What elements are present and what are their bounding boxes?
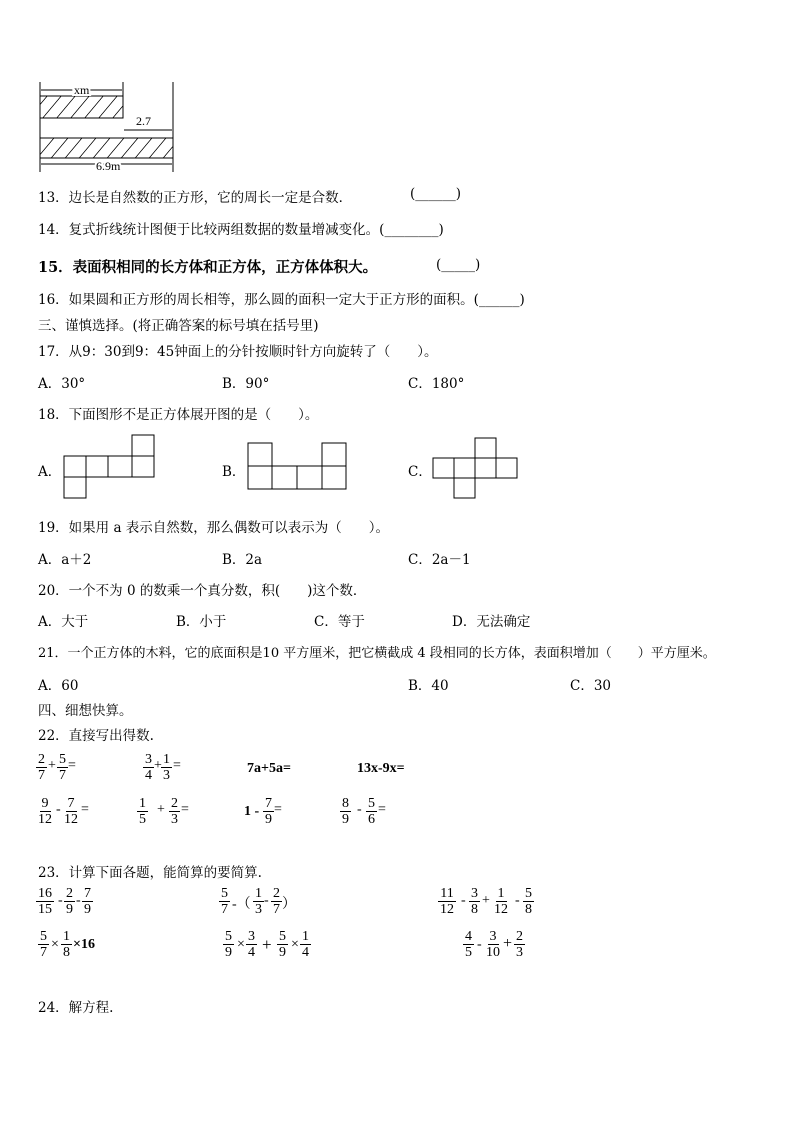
q23-r1b-frac2: $\frac{1}{3}$: [255, 886, 262, 917]
section3-heading: 三、谨慎选择。(将正确答案的标号填在括号里): [38, 318, 319, 334]
q22-e1-frac1: $\frac{2}{7}$: [38, 752, 45, 783]
q22-e1-eq: =: [68, 758, 76, 773]
label-mid: 2.7: [136, 114, 151, 128]
q23-r1b-frac1: $\frac{5}{7}$: [221, 886, 228, 917]
net-c-figure: [432, 437, 520, 499]
q22-e3: 7a+5a=: [247, 761, 291, 776]
q22-e5-eq: =: [81, 802, 89, 817]
q20-option-c[interactable]: C．等于: [314, 614, 365, 630]
q23-r2b-frac3: $\frac{5}{9}$: [279, 929, 286, 960]
q23-r2c-op2: +: [503, 935, 513, 952]
q22-e7-pre: 1 -: [244, 804, 260, 819]
net-b-figure: [247, 442, 349, 492]
q23-r1c-op3: -: [515, 893, 520, 908]
q13-blank[interactable]: (______): [410, 186, 462, 202]
q22-e1-op: +: [48, 758, 56, 773]
section4-heading: 四、细想快算。: [38, 703, 133, 719]
q16-text: 16．如果圆和正方形的周长相等，那么圆的面积一定大于正方形的面积。(______): [38, 292, 525, 308]
q22-e6-op: +: [157, 802, 165, 817]
q23-r2b-frac2: $\frac{3}{4}$: [248, 929, 255, 960]
q23-r2a-frac1: $\frac{5}{7}$: [40, 929, 47, 960]
q22-e6-frac2: $\frac{2}{3}$: [171, 796, 178, 827]
q20-text: 20．一个不为 0 的数乘一个真分数，积( )这个数．: [38, 583, 367, 599]
q21-option-b[interactable]: B．40: [408, 678, 449, 694]
q21-text: 21．一个正方体的木料，它的底面积是10 平方厘米，把它横截成 4 段相同的长方体，表面积增加（ ）平方厘米。: [38, 646, 716, 661]
q23-r2c-frac2: $\frac{3}{10}$: [486, 929, 500, 960]
q17-text: 17．从9：30到9：45钟面上的分针按顺时针方向旋转了（ ）。: [38, 344, 438, 360]
q22-e6-frac1: $\frac{1}{5}$: [139, 796, 146, 827]
q23-r2b-op3: ×: [291, 937, 299, 952]
label-bottom: 6.9m: [96, 159, 121, 173]
q22-e4: 13x-9x=: [357, 761, 405, 776]
q22-e5-frac1: $\frac{9}{12}$: [38, 796, 52, 827]
q17-option-b[interactable]: B．90°: [222, 376, 270, 392]
q21-option-a[interactable]: A．60: [38, 678, 79, 694]
q22-e5-op: -: [56, 802, 61, 817]
q22-text: 22．直接写出得数.: [38, 728, 154, 744]
q23-r1a-frac3: $\frac{7}{9}$: [84, 886, 91, 917]
q17-option-a[interactable]: A．30°: [38, 376, 86, 392]
q22-e8-frac2: $\frac{5}{6}$: [368, 796, 375, 827]
q23-r2c-op1: -: [477, 937, 482, 952]
q22-e8-op: -: [357, 802, 362, 817]
q23-r2b-frac1: $\frac{5}{9}$: [225, 929, 232, 960]
q23-r2c-frac3: $\frac{2}{3}$: [516, 929, 523, 960]
q23-r1c-frac1: $\frac{11}{12}$: [440, 886, 454, 917]
q22-e5-frac2: $\frac{7}{12}$: [64, 796, 78, 827]
q14-text: 14．复式折线统计图便于比较两组数据的数量增减变化。(________): [38, 222, 444, 238]
q23-r2b-op2: +: [262, 935, 272, 954]
q22-e6-eq: =: [181, 802, 189, 817]
q23-r2c-frac1: $\frac{4}{5}$: [465, 929, 472, 960]
q23-r1c-frac3: $\frac{1}{12}$: [494, 886, 508, 917]
q22-e7-frac: $\frac{7}{9}$: [265, 796, 272, 827]
q23-r1b-close: ）: [282, 897, 296, 912]
q23-r2b-frac4: $\frac{1}{4}$: [302, 929, 309, 960]
q23-r2b-op1: ×: [237, 937, 245, 952]
q22-e8-eq: =: [378, 802, 386, 817]
q15-blank[interactable]: (_____): [436, 257, 481, 273]
q18-option-c[interactable]: C．: [408, 464, 432, 480]
q13-text: 13．边长是自然数的正方形，它的周长一定是合数．: [38, 190, 353, 206]
q23-r1c-op2: +: [482, 893, 490, 908]
q17-option-c[interactable]: C．180°: [408, 376, 465, 392]
q18-text: 18．下面图形不是正方体展开图的是（ ）。: [38, 407, 319, 423]
q23-r1a-frac2: $\frac{2}{9}$: [66, 886, 73, 917]
q20-option-b[interactable]: B．小于: [176, 614, 227, 630]
q23-r1a-op2: -: [76, 893, 81, 908]
q22-e2-op: +: [154, 758, 162, 773]
q22-e2-frac2: $\frac{1}{3}$: [163, 752, 170, 783]
q23-r1b-op2: -: [264, 893, 269, 908]
q19-text: 19．如果用 a 表示自然数，那么偶数可以表示为（ ）。: [38, 520, 390, 536]
q22-e2-frac1: $\frac{3}{4}$: [145, 752, 152, 783]
q23-r2a-frac2: $\frac{1}{8}$: [63, 929, 70, 960]
q23-text: 23．计算下面各题，能简算的要简算.: [38, 865, 262, 881]
q23-r1c-frac2: $\frac{3}{8}$: [471, 886, 478, 917]
q22-e2-eq: =: [173, 758, 181, 773]
q18-option-b[interactable]: B．: [222, 464, 246, 480]
q19-option-b[interactable]: B．2a: [222, 552, 263, 568]
q24-text: 24．解方程.: [38, 1000, 114, 1016]
q22-e8-frac1: $\frac{8}{9}$: [342, 796, 349, 827]
q20-option-a[interactable]: A．大于: [38, 614, 89, 630]
q22-e1-frac2: $\frac{5}{7}$: [59, 752, 66, 783]
q23-r2a-tail: ×16: [73, 937, 95, 952]
q23-r1c-frac4: $\frac{5}{8}$: [525, 886, 532, 917]
q18-option-a[interactable]: A．: [38, 464, 62, 480]
net-a-figure: [62, 434, 156, 500]
q21-option-c[interactable]: C．30: [570, 678, 612, 694]
q20-option-d[interactable]: D．无法确定: [452, 614, 531, 630]
q15-text: 15．表面积相同的长方体和正方体，正方体体积大。: [38, 259, 378, 276]
q23-r2a-op1: ×: [51, 937, 59, 952]
q23-r1b-op1: -（: [232, 897, 251, 912]
q23-r1c-op1: -: [461, 893, 466, 908]
q23-r1a-op1: -: [58, 893, 63, 908]
q22-e7-eq: =: [274, 802, 282, 817]
rectangle-figure: [30, 76, 190, 176]
q23-r1b-frac3: $\frac{2}{7}$: [273, 886, 280, 917]
label-x: xm: [74, 83, 90, 97]
q23-r1a-frac1: $\frac{16}{15}$: [38, 886, 52, 917]
q19-option-c[interactable]: C．2a－1: [408, 552, 471, 568]
q19-option-a[interactable]: A．a＋2: [38, 552, 92, 568]
